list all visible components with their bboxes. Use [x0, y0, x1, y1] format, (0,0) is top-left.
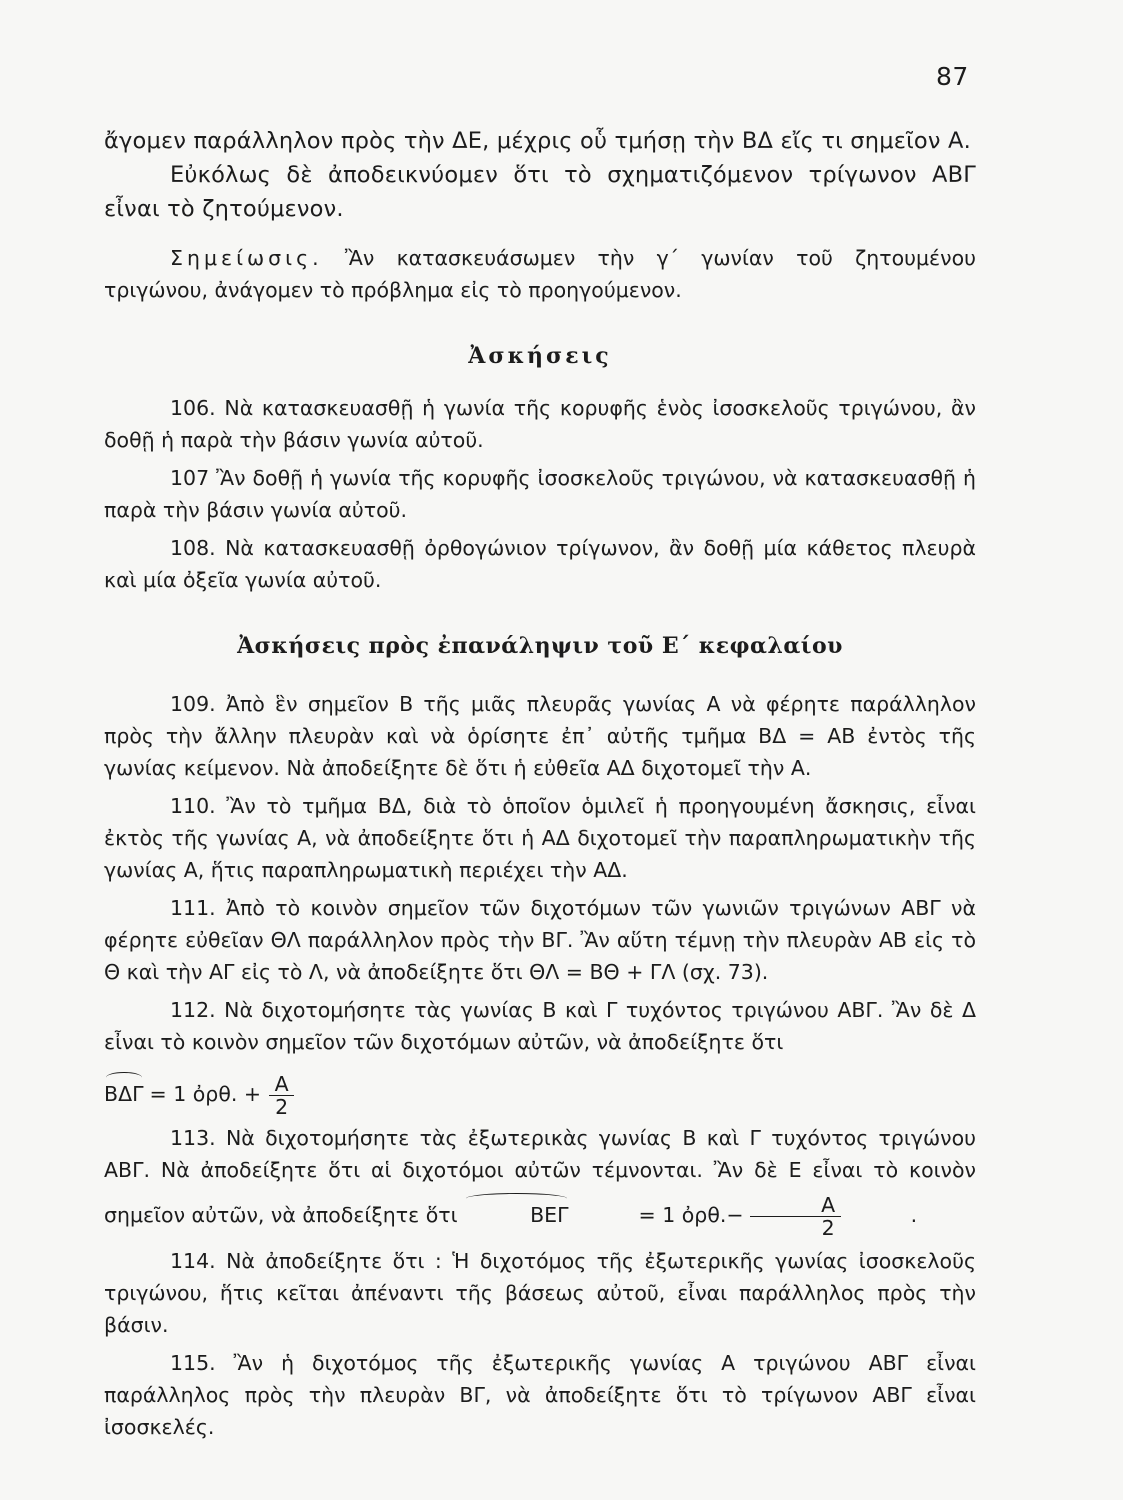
exercise-113	[104, 1122, 976, 1240]
exercise-113-formula	[464, 1186, 918, 1240]
exercise-106: 106. Νὰ κατασκευασθῇ ἡ γωνία τῆς κορυφῆς ἑνὸς ἰσοσκελοῦς τριγώνου, ἂν δοθῇ ἡ παρὰ τὴν βάσιν γωνία αὐτοῦ.	[104, 396, 976, 452]
note-paragraph	[104, 242, 976, 306]
fraction-numerator: Α	[274, 1072, 289, 1096]
exercise-107: 107 Ἂν δοθῇ ἡ γωνία τῆς κορυφῆς ἰσοσκελοῦς τριγώνου, νὰ κατασκευασθῇ ἡ παρὰ τὴν βάσιν γωνία αὐτοῦ.	[104, 466, 976, 522]
angle-bdg: ΒΔΓ	[104, 1078, 144, 1110]
exercise-115: 115. Ἂν ἡ διχοτόμος τῆς ἐξωτερικῆς γωνίας Α τριγώνου ΑΒΓ εἶναι παράλληλος πρὸς τὴν πλευρὰν ΒΓ, νὰ ἀποδείξητε ὅτι τὸ τρίγωνον ΑΒΓ εἶναι ἰσοσκελές.	[104, 1351, 976, 1439]
intro-paragraph-1: ἄγομεν παράλληλον πρὸς τὴν ΔΕ, μέχρις οὗ τμήσῃ τὴν ΒΔ εἴς τι σημεῖον Α.	[104, 128, 971, 154]
fraction-a-over-2	[750, 1194, 841, 1239]
exercise-111: 111. Ἀπὸ τὸ κοινὸν σημεῖον τῶν διχοτόμων τῶν γωνιῶν τριγώνων ΑΒΓ νὰ φέρητε εὐθεῖαν ΘΛ παράλληλον πρὸς τὴν ΒΓ. Ἂν αὕτη τέμνῃ τὴν πλευρὰν ΑΒ εἰς τὸ Θ καὶ τὴν ΑΓ εἰς τὸ Λ, νὰ ἀποδείξητε ὅτι ΘΛ = ΒΘ + ΓΛ (σχ. 73).	[104, 896, 976, 984]
fraction-denominator: 2	[269, 1095, 294, 1118]
review-exercises-heading: Ἀσκήσεις πρὸς ἐπανάληψιν τοῦ Ε΄ κεφαλαίου	[237, 633, 843, 659]
exercise-113-text: 113. Νὰ διχοτομήσητε τὰς ἐξωτερικὰς γωνίας Β καὶ Γ τυχόντος τριγώνου ΑΒΓ. Νὰ ἀποδείξητε ὅτι αἱ διχοτόμοι αὐτῶν τέμνονται. Ἂν δὲ Ε εἶναι τὸ κοινὸν σημεῖον αὐτῶν, νὰ ἀποδείξητε ὅτι	[104, 1126, 976, 1227]
exercise-112-formula	[104, 1060, 976, 1119]
fraction-denominator: 2	[750, 1216, 841, 1239]
formula-113-rhs: = 1 ὀρθ.−	[638, 1203, 744, 1227]
exercise-110: 110. Ἂν τὸ τμῆμα ΒΔ, διὰ τὸ ὁποῖον ὁμιλεῖ ἡ προηγουμένη ἄσκησις, εἶναι ἐκτὸς τῆς γωνίας Α, νὰ ἀποδείξητε ὅτι ἡ ΑΔ διχοτομεῖ τὴν παραπληρωματικὴν τῆς γωνίας Α, ἥτις παραπληρωματικὴ περιέχει τὴν ΑΔ.	[104, 794, 976, 882]
angle-beg: ΒΕΓ	[464, 1199, 568, 1231]
page-number: 87	[936, 62, 969, 91]
formula-112-rhs: = 1 ὀρθ. +	[149, 1082, 262, 1106]
exercise-108: 108. Νὰ κατασκευασθῇ ὀρθογώνιον τρίγωνον, ἂν δοθῇ μία κάθετος πλευρὰ καὶ μία ὀξεῖα γωνία αὐτοῦ.	[104, 536, 976, 592]
exercise-109: 109. Ἀπὸ ἓν σημεῖον Β τῆς μιᾶς πλευρᾶς γωνίας Α νὰ φέρητε παράλληλον πρὸς τὴν ἄλλην πλευρὰν καὶ νὰ ὁρίσητε ἐπ᾽ αὐτῆς τμῆμα ΒΔ = ΑΒ ἐντὸς τῆς γωνίας κείμενον. Νὰ ἀποδείξητε δὲ ὅτι ἡ εὐθεῖα ΑΔ διχοτομεῖ τὴν Α.	[104, 692, 976, 780]
exercise-112: 112. Νὰ διχοτομήσητε τὰς γωνίας Β καὶ Γ τυχόντος τριγώνου ΑΒΓ. Ἂν δὲ Δ εἶναι τὸ κοινὸν σημεῖον τῶν διχοτόμων αὐτῶν, νὰ ἀποδείξητε ὅτι	[104, 998, 976, 1054]
intro-paragraph-2: Εὐκόλως δὲ ἀποδεικνύομεν ὅτι τὸ σχηματιζόμενον τρίγωνον ΑΒΓ εἶναι τὸ ζητούμενον.	[104, 162, 976, 222]
exercises-heading: Ἀσκήσεις	[468, 343, 612, 369]
formula-113-end: .	[910, 1203, 918, 1227]
note-text: Ἂν κατασκευάσωμεν τὴν γ΄ γωνίαν τοῦ ζητουμένου τριγώνου, ἀνάγομεν τὸ πρόβλημα εἰς τὸ προηγούμενον.	[104, 246, 976, 302]
fraction-a-over-2	[269, 1073, 294, 1118]
page-body	[104, 124, 976, 1443]
note-label: Σημείωσις.	[170, 246, 323, 270]
fraction-numerator: Α	[821, 1193, 836, 1217]
exercise-114: 114. Νὰ ἀποδείξητε ὅτι : Ἡ διχοτόμος τῆς ἐξωτερικῆς γωνίας ἰσοσκελοῦς τριγώνου, ἥτις κεῖται ἀπέναντι τῆς βάσεως αὐτοῦ, εἶναι παράλληλος πρὸς τὴν βάσιν.	[104, 1249, 976, 1337]
